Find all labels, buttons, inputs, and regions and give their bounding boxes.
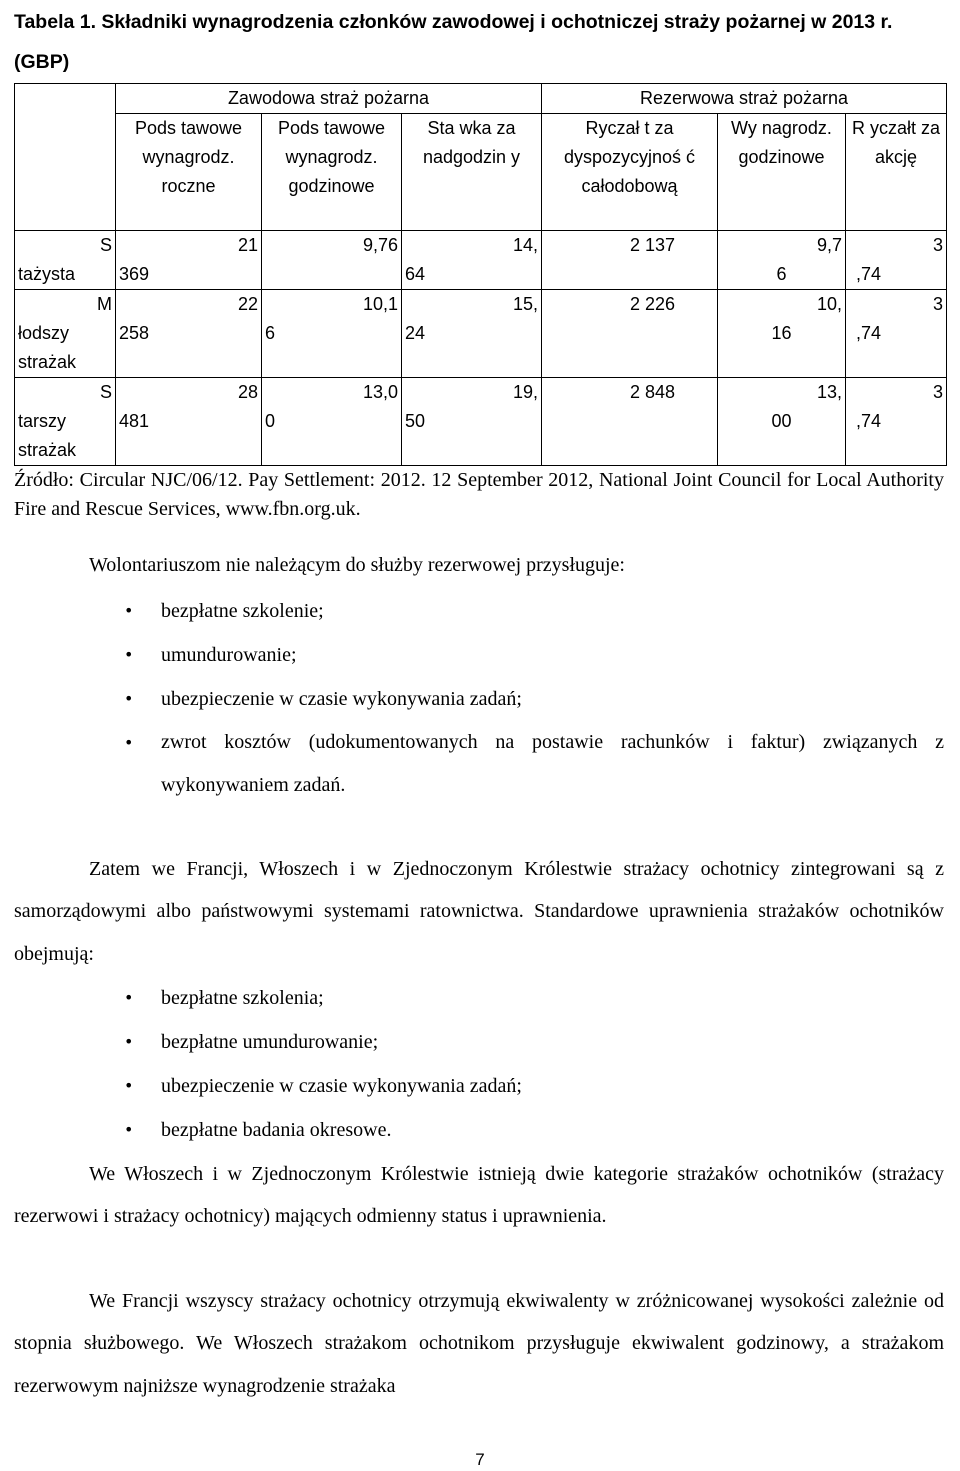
cell-top: 22 [237, 294, 258, 314]
list-item: • ubezpieczenie w czasie wykonywania zadań; [14, 677, 944, 721]
paragraph: We Francji wszyscy strażacy ochotnicy otrzymują ekwiwalenty w zróżnicowanej wysokości zależnie od stopnia służbowego. We Włoszech strażakom ochotnikom przysługuje ekwiwalent godzinowy, a strażakom rezerwowym najniższe wynagrodzenie strażaka [14, 1290, 944, 1397]
cell-bottom: ,74 [856, 264, 882, 284]
list-item: • umundurowanie; [14, 633, 944, 677]
cell-bottom: 24 [405, 323, 426, 343]
row-label [15, 378, 116, 466]
cell-bottom: ,74 [856, 411, 882, 431]
list-item: • bezpłatne szkolenie; [14, 589, 944, 633]
row-label [15, 290, 116, 378]
benefits-list-volunteers [14, 589, 944, 807]
table-column-header-row [15, 114, 947, 231]
row-label-rest: tażysta [18, 264, 76, 284]
list-item: • bezpłatne szkolenia; [14, 976, 944, 1020]
row-label-top: S [99, 382, 112, 402]
table-cell [262, 290, 402, 378]
row-label-top: S [99, 235, 112, 255]
table-cell [542, 290, 718, 378]
cell-bottom: ,74 [856, 323, 882, 343]
salary-table [14, 83, 947, 466]
table-cell [846, 290, 947, 378]
list-item: • bezpłatne badania okresowe. [14, 1108, 944, 1152]
column-header-text: Wy nagrodz. godzinowe [731, 118, 832, 167]
cell-top: 2 226 [629, 294, 675, 314]
cell-bottom: 258 [119, 323, 150, 343]
row-label-rest: tarszy strażak [18, 411, 77, 460]
page-number: 7 [475, 1450, 485, 1469]
cell-bottom: 64 [405, 264, 426, 284]
cell-top: 21 [237, 235, 258, 255]
cell-top: 2 848 [629, 382, 675, 402]
benefits-list-standard [14, 976, 944, 1152]
paragraph: Wolontariuszom nie należącym do służby rezerwowej przysługuje: [89, 554, 625, 576]
cell-bottom: 50 [405, 411, 426, 431]
table-row [15, 231, 947, 290]
cell-top: 14, [512, 235, 538, 255]
cell-bottom: 00 [771, 411, 792, 431]
list-item: • ubezpieczenie w czasie wykonywania zadań; [14, 1064, 944, 1108]
cell-bottom: 16 [771, 323, 792, 343]
column-header [116, 114, 262, 231]
column-header [718, 114, 846, 231]
table-row [15, 290, 947, 378]
list-item: • bezpłatne umundurowanie; [14, 1020, 944, 1064]
row-label-top: M [97, 294, 112, 314]
table-cell [846, 378, 947, 466]
table-cell [718, 231, 846, 290]
column-header-text: Ryczał t za dyspozycyjnoś ć całodobową [563, 118, 696, 196]
group-header-reserve: Rezerwowa straż pożarna [542, 84, 947, 114]
column-header [846, 114, 947, 231]
column-header-text: Pods tawowe wynagrodz. roczne [134, 118, 243, 196]
cell-top: 10, [816, 294, 842, 314]
table-cell [402, 231, 542, 290]
row-label [15, 231, 116, 290]
cell-bottom: 369 [119, 264, 150, 284]
table-cell [718, 290, 846, 378]
table-caption: Tabela 1. Składniki wynagrodzenia członków zawodowej i ochotniczej straży pożarnej w 2013 r. (GBP) [14, 11, 893, 73]
table-group-header-row [15, 84, 947, 114]
cell-top: 10,1 [362, 294, 398, 314]
paragraph: Zatem we Francji, Włoszech i w Zjednoczonym Królestwie strażacy ochotnicy zintegrowani są z samorządowymi albo państwowymi systemami ratownictwa. Standardowe uprawnienia strażaków ochotników obejmują: [14, 858, 944, 965]
table-cell [262, 231, 402, 290]
column-header-text: Pods tawowe wynagrodz. godzinowe [277, 118, 386, 196]
table-cell [542, 378, 718, 466]
cell-top: 9,7 [816, 235, 842, 255]
cell-bottom: 6 [776, 264, 787, 284]
group-header-professional: Zawodowa straż pożarna [116, 84, 542, 114]
cell-bottom: 481 [119, 411, 150, 431]
table-source-note: Źródło: Circular NJC/06/12. Pay Settlement: 2012. 12 September 2012, National Joint Council for Local Authority Fire and Rescue Services, www.fbn.org.uk. [14, 469, 944, 520]
cell-top: 2 137 [629, 235, 675, 255]
column-header [542, 114, 718, 231]
column-header [262, 114, 402, 231]
cell-top: 19, [512, 382, 538, 402]
cell-top: 3 [932, 235, 943, 255]
table-row [15, 378, 947, 466]
table-cell [116, 231, 262, 290]
table-cell [262, 378, 402, 466]
cell-top: 13, [816, 382, 842, 402]
table-cell [846, 231, 947, 290]
table-cell [116, 290, 262, 378]
cell-bottom: 0 [265, 411, 276, 431]
column-header-text: R yczałt za akcję [851, 118, 941, 167]
cell-top: 13,0 [362, 382, 398, 402]
cell-top: 9,76 [362, 235, 398, 255]
table-cell [116, 378, 262, 466]
list-item: • zwrot kosztów (udokumentowanych na postawie rachunków i faktur) związanych z wykonywaniem zadań. [14, 721, 944, 807]
paragraph: We Włoszech i w Zjednoczonym Królestwie istnieją dwie kategorie strażaków ochotników (strażacy rezerwowi i strażacy ochotnicy) mających odmienny status i uprawnienia. [14, 1163, 944, 1228]
cell-top: 15, [512, 294, 538, 314]
column-header [402, 114, 542, 231]
column-header-text: Sta wka za nadgodzin y [422, 118, 521, 167]
table-cell [402, 378, 542, 466]
table-cell [542, 231, 718, 290]
cell-top: 3 [932, 382, 943, 402]
cell-bottom: 6 [265, 323, 276, 343]
table-cell [718, 378, 846, 466]
row-label-rest: łodszy strażak [18, 323, 77, 372]
cell-top: 3 [932, 294, 943, 314]
table-cell [402, 290, 542, 378]
cell-top: 28 [237, 382, 258, 402]
